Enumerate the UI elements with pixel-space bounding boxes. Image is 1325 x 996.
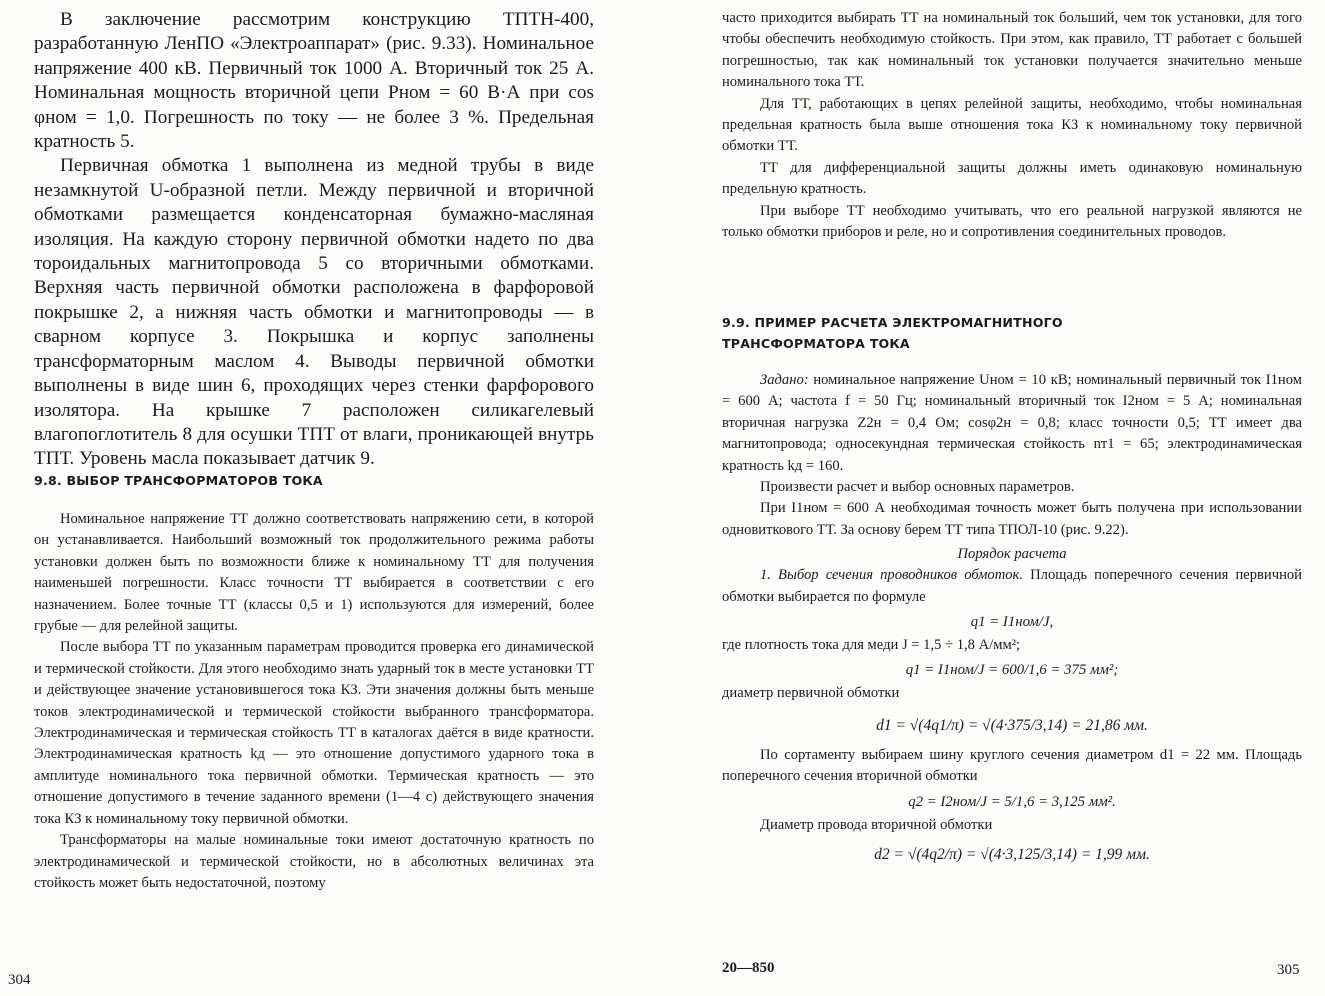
left-intro (34, 8, 594, 472)
page-number-left: 304 (8, 972, 31, 988)
choice-paragraph: При I1ном = 600 А необходимая точность может быть получена при использовании одновиткового ТТ. За основу берем ТТ типа ТПОЛ-10 (рис. 9.22). (722, 500, 1302, 538)
section-heading-line-2: ТРАНСФОРМАТОРА ТОКА (722, 336, 910, 351)
task-paragraph: Произвести расчет и выбор основных параметров. (760, 479, 1075, 496)
section-paragraph-2: После выбора ТТ по указанным параметрам проводится проверка его динамической и термической стойкости. Для этого необходимо знать ударный ток в месте установки ТТ и действующее значение установившегося тока КЗ. Эти значения должны быть меньше токов электродинамической и термической стойкости выбранного трансформатора. Электродинамическая и термическая стойкость ТТ в каталогах даётся в виде кратности. Электродинамическая кратность kд — это отношение допустимого ударного тока в амплитуде номинального тока первичной обмотки. Термическая кратность — это отношение допустимого в течение заданного времени (1—4 с) действующего значения тока КЗ к номинальному току первичной обмотки. (34, 639, 594, 827)
formula-q2: q2 = I2ном/J = 5/1,6 = 3,125 мм². (908, 793, 1116, 810)
diameter-1-label: диаметр первичной обмотки (722, 685, 900, 702)
left-section-body (34, 509, 594, 894)
intro-paragraph-2: Первичная обмотка 1 выполнена из медной трубы в виде незамкнутой U-образной петли. Между первичной и вторичной обмотками размещается конденсаторная бумажно-масляная изоляция. На каждую сторону первичной обмотки надето по два тороидальных магнитопровода 5 со вторичными обмотками. Верхняя часть первичной обмотки расположена в фарфоровой покрышке 2, а нижняя часть обмотки и магнитопроводы — в сварном корпусе 3. Покрышка и корпус заполнены трансформаторным маслом 4. Выводы первичной обмотки выполнены в виде шин 6, проходящих через стенки фарфорового изолятора. На крышке 7 расположен силикагелевый влагопоглотитель 8 для осушки ТПТ от влаги, проникающей внутрь ТПТ. Уровень масла показывает датчик 9. (34, 155, 594, 470)
assortment-paragraph: По сортаменту выбираем шину круглого сечения диаметром d1 = 22 мм. Площадь поперечного сечения вторичной обмотки (722, 746, 1302, 785)
right-page (662, 0, 1325, 996)
given-paragraph (722, 370, 1302, 477)
left-page (0, 0, 662, 996)
printer-signature: 20—850 (722, 960, 775, 976)
formula-d2: d2 = √(4q2/π) = √(4·3,125/3,14) = 1,99 мм. (874, 846, 1150, 864)
load-paragraph: При выборе ТТ необходимо учитывать, что его реальной нагрузкой являются не только обмотки приборов и реле, но и сопротивления соединительных проводов. (722, 202, 1302, 241)
step-1-title: 1. Выбор сечения проводников обмоток. (760, 567, 1024, 584)
procedure-title: Порядок расчета (957, 546, 1067, 563)
density-line: где плотность тока для меди J = 1,5 ÷ 1,8 А/мм²; (722, 637, 1021, 654)
formula-q1-definition: q1 = I1ном/J, (970, 614, 1054, 631)
given-text: номинальное напряжение Uном = 10 кВ; номинальный первичный ток I1ном = 600 А; частота f = 50 Гц; номинальный вторичный ток I2ном = 5 А; номинальная вторичная нагрузка Z2н = 0,4 Ом; cosφ2н = 0,8; класс точности 0,5; ТТ имеет два магнитопровода; односекундная термическая стойкость nт1 = 65; электродинамическая кратность kд = 160. (722, 372, 1302, 474)
section-paragraph-3: Трансформаторы на малые номинальные токи имеют достаточную кратность по электродинамической и термической стойкости, но в абсолютных величинах эта стойкость может быть недостаточной, поэтому (34, 832, 594, 891)
section-heading-9-9 (722, 312, 1302, 354)
step-1-paragraph (722, 565, 1302, 608)
section-heading-line-1: 9.9. ПРИМЕР РАСЧЕТА ЭЛЕКТРОМАГНИТНОГО (722, 315, 1063, 330)
formula-d1: d1 = √(4q1/π) = √(4·375/3,14) = 21,86 мм. (876, 716, 1148, 734)
section-paragraph-1: Номинальное напряжение ТТ должно соответствовать напряжению сети, в которой он устанавливается. Наибольший возможный ток продолжительного режима работы установки должен быть по возможности ближе к номинальному ТТ для получения наименьшей погрешности. Класс точности ТТ выбирается в соответствии с его назначением. Более точные ТТ (классы 0,5 и 1) используются для измерений, более грубые — для релейной защиты. (34, 511, 594, 635)
page-number-right: 305 (1277, 962, 1300, 978)
step-1-text: Площадь поперечного сечения первичной обмотки выбирается по формуле (722, 567, 1302, 605)
differential-paragraph: ТТ для дифференциальной защиты должны иметь одинаковую номинальную предельную кратность. (722, 159, 1302, 198)
right-example-body (722, 370, 1302, 864)
given-label: Задано: (760, 372, 809, 388)
section-heading-9-8: 9.8. ВЫБОР ТРАНСФОРМАТОРОВ ТОКА (34, 473, 323, 488)
formula-q1-value: q1 = I1ном/J = 600/1,6 = 375 мм²; (905, 662, 1119, 679)
diameter-2-label: Диаметр провода вторичной обмотки (760, 816, 993, 833)
continued-paragraph: часто приходится выбирать ТТ на номинальный ток больший, чем ток установки, для того чтобы обеспечить необходимую стойкость. При этом, как правило, ТТ работает с большей погрешностью, так как номинальный ток установки получается значительно меньше номинального тока ТТ. (722, 10, 1302, 91)
relay-paragraph: Для ТТ, работающих в цепях релейной защиты, необходимо, чтобы номинальная предельная кратность была выше отношения тока КЗ к номинальному току первичной обмотки ТТ. (722, 95, 1302, 155)
right-top-body (722, 8, 1302, 243)
intro-paragraph-1: В заключение рассмотрим конструкцию ТПТН-400, разработанную ЛенПО «Электроаппарат» (рис. 9.33). Номинальное напряжение 400 кВ. Первичный ток 1000 А. Вторичный ток 25 А. Номинальная мощность вторичной цепи Pном = 60 В·А при cos φном = 1,0. Погрешность по току — не более 3 %. Предельная кратность 5. (34, 9, 594, 153)
